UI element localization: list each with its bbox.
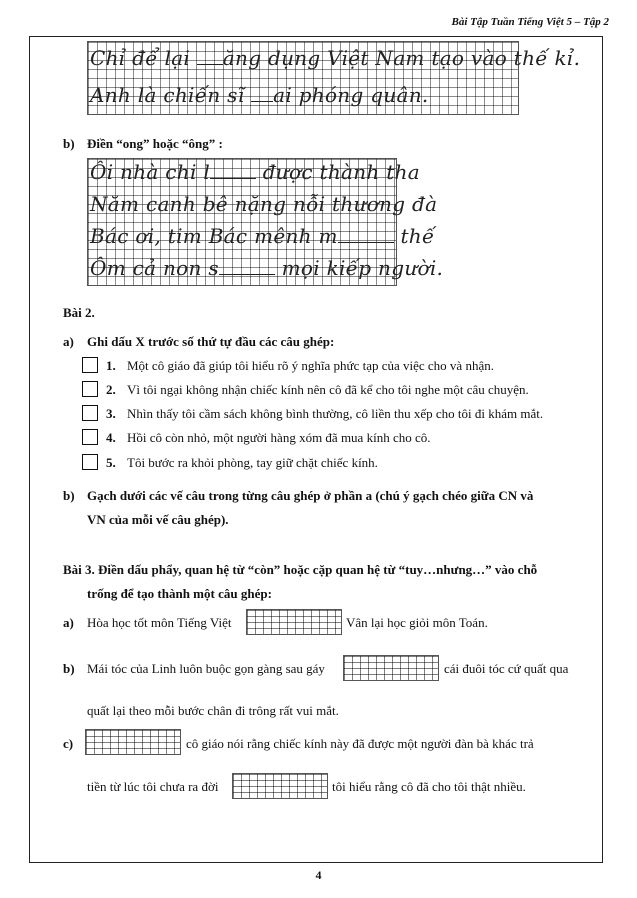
bai3-a-before: Hòa học tốt môn Tiếng Việt: [87, 615, 232, 630]
item-text: Nhìn thấy tôi cầm sách không bình thường, cô liền thu xếp cho tôi đi khám mắt.: [127, 406, 544, 421]
answer-box-a[interactable]: [246, 609, 342, 635]
handwriting-line: Bác ơi, tim Bác mênh m thế: [90, 224, 435, 248]
bai3-a-label: a): [63, 615, 74, 630]
bai2-a-instruction: Ghi dấu X trước số thứ tự đầu các câu ghép:: [87, 334, 335, 349]
checkbox-5[interactable]: [82, 454, 98, 470]
bai3-c-line2-after: tôi hiểu rằng cô đã cho tôi thật nhiều.: [332, 779, 526, 794]
item-num: 3.: [106, 406, 116, 421]
bai3-b-line2: quất lại theo mỗi bước chân đi trông rất vui mắt.: [87, 703, 339, 718]
bai2-a-label: a): [63, 334, 74, 349]
bai3-c-after: cô giáo nói rằng chiếc kính này đã được một người đàn bà khác trả: [186, 736, 534, 751]
part-b-instruction: Điền “ong” hoặc “ông” :: [87, 136, 223, 151]
item-num: 1.: [106, 358, 116, 373]
answer-box-b[interactable]: [343, 655, 439, 681]
page-header: Bài Tập Tuần Tiếng Việt 5 – Tập 2: [451, 16, 609, 28]
bai3-c-line2-before: tiền từ lúc tôi chưa ra đời: [87, 779, 219, 794]
bai3-b-label: b): [63, 661, 75, 676]
page-number: 4: [315, 868, 322, 882]
bai2-b-line1: Gạch dưới các vế câu trong từng câu ghép ở phần a (chú ý gạch chéo giữa CN và: [87, 488, 534, 503]
item-text: Một cô giáo đã giúp tôi hiểu rõ ý nghĩa phức tạp của việc cho và nhận.: [127, 358, 494, 373]
checkbox-4[interactable]: [82, 429, 98, 445]
answer-box-c2[interactable]: [232, 773, 328, 799]
item-num: 2.: [106, 382, 116, 397]
handwriting-line: Anh là chiến sĩ ai phóng quân.: [90, 83, 429, 107]
handwriting-line: Ôm cả non s mọi kiếp người.: [90, 256, 444, 280]
handwriting-line: Năm canh bê nặng nỗi thương đà: [90, 192, 438, 216]
part-b-label: b): [63, 136, 75, 151]
bai3-a-after: Vân lại học giỏi môn Toán.: [346, 615, 488, 630]
item-text: Vì tôi ngại không nhận chiếc kính nên cô đã kể cho tôi nghe một câu chuyện.: [127, 382, 529, 397]
bai3-b-before: Mái tóc của Linh luôn buộc gọn gàng sau gáy: [87, 661, 325, 676]
item-num: 5.: [106, 455, 116, 470]
handwriting-line: Ôi nhà chi l được thành tha: [90, 160, 420, 184]
checkbox-3[interactable]: [82, 405, 98, 421]
bai3-b-after: cái đuôi tóc cứ quất qua: [444, 661, 569, 676]
bai3-c-label: c): [63, 736, 74, 751]
item-text: Tôi bước ra khỏi phòng, tay giữ chặt chiếc kính.: [127, 455, 378, 470]
bai2-title: Bài 2.: [63, 305, 95, 320]
bai3-title: Bài 3. Điền dấu phẩy, quan hệ từ “còn” hoặc cặp quan hệ từ “tuy…nhưng…” vào chỗ: [63, 562, 538, 577]
item-num: 4.: [106, 430, 116, 445]
checkbox-1[interactable]: [82, 357, 98, 373]
bai3-title-cont: trống để tạo thành một câu ghép:: [87, 586, 272, 601]
item-text: Hồi cô còn nhỏ, một người hàng xóm đã mua kính cho cô.: [127, 430, 431, 445]
checkbox-2[interactable]: [82, 381, 98, 397]
bai2-b-label: b): [63, 488, 75, 503]
answer-box-c1[interactable]: [85, 729, 181, 755]
bai2-b-line2: VN của mỗi vế câu ghép).: [87, 512, 229, 527]
handwriting-line: Chỉ để lại ăng dụng Việt Nam tạo vào thế kỉ.: [90, 46, 581, 70]
